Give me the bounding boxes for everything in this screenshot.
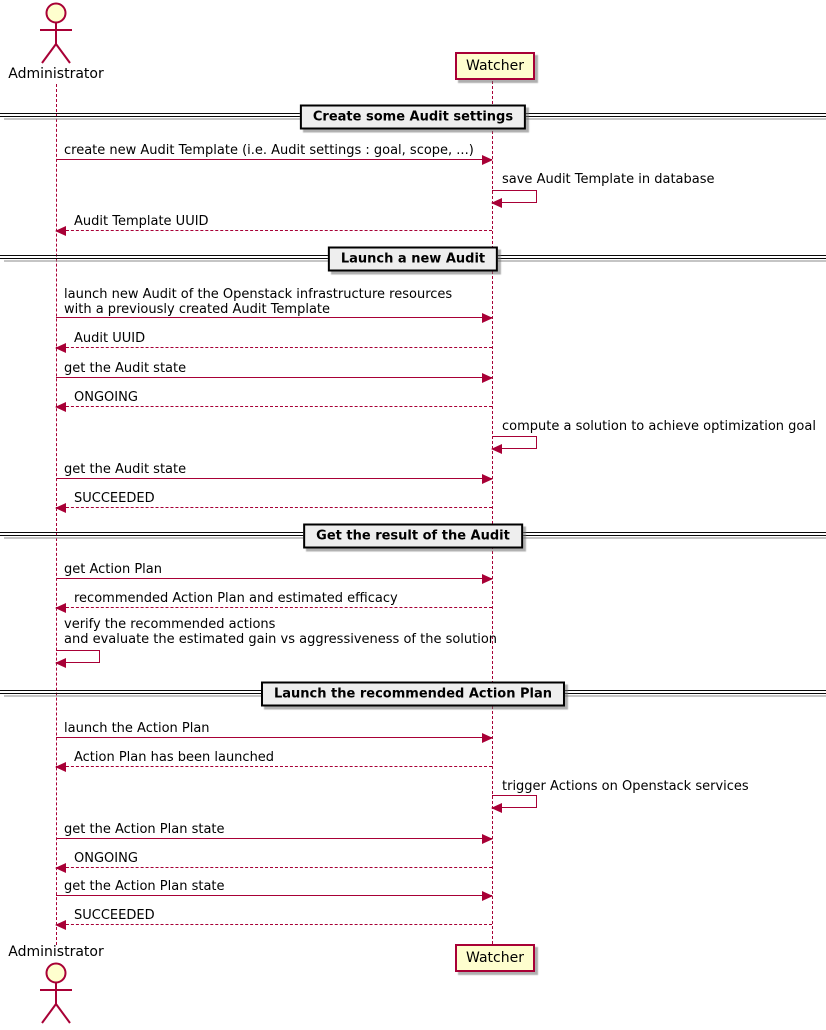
arrowhead-icon [55, 762, 66, 772]
watcher-participant-box-top: Watcher [455, 52, 535, 80]
message-text: get the Action Plan state [64, 822, 225, 837]
message-text: launch new Audit of the Openstack infrastructure resources [64, 287, 453, 302]
administrator-lifeline [56, 84, 57, 945]
arrowhead-icon [482, 733, 493, 743]
message-text: ONGOING [74, 390, 138, 405]
administrator-actor-icon [34, 959, 78, 1029]
message-label [64, 287, 452, 317]
message-label [74, 851, 138, 866]
message-text: verify the recommended actions [64, 617, 276, 632]
message-arrow [56, 867, 492, 868]
message-label [74, 331, 145, 346]
arrowhead-icon [55, 343, 66, 353]
message-label [502, 419, 816, 434]
message-arrow [56, 578, 492, 579]
watcher-lifeline [492, 81, 493, 944]
message-arrow [56, 159, 492, 160]
divider-title: Launch the recommended Action Plan [261, 682, 565, 707]
arrowhead-icon [55, 603, 66, 613]
message-text: get the Audit state [64, 462, 187, 477]
arrowhead-icon [482, 373, 493, 383]
message-text: Action Plan has been launched [74, 750, 275, 765]
message-arrow [56, 347, 492, 348]
message-text: save Audit Template in database [502, 172, 715, 187]
administrator-actor-icon [34, 2, 78, 66]
message-label [502, 779, 749, 794]
message-label [74, 908, 155, 923]
message-text: trigger Actions on Openstack services [502, 779, 749, 794]
message-arrow [56, 607, 492, 608]
arrowhead-icon [482, 834, 493, 844]
message-text: get the Audit state [64, 361, 187, 376]
message-arrow [56, 924, 492, 925]
message-arrow [56, 377, 492, 378]
message-label [502, 172, 715, 187]
arrowhead-icon [482, 313, 493, 323]
arrowhead-icon [482, 891, 493, 901]
message-text: Audit UUID [74, 331, 146, 346]
self-message-loop [492, 190, 537, 203]
message-text: get the Action Plan state [64, 879, 225, 894]
arrowhead-icon [55, 503, 66, 513]
arrowhead-icon [55, 863, 66, 873]
message-text: compute a solution to achieve optimization goal [502, 419, 816, 434]
divider-title: Create some Audit settings [300, 105, 526, 130]
watcher-participant-box-bottom: Watcher [455, 944, 535, 972]
message-arrow [56, 766, 492, 767]
message-label [64, 822, 225, 837]
self-message-loop [492, 436, 537, 449]
arrowhead-icon [55, 226, 66, 236]
arrowhead-icon [55, 402, 66, 412]
arrowhead-icon [55, 920, 66, 930]
message-label [64, 879, 225, 894]
message-text: SUCCEEDED [74, 491, 155, 506]
arrowhead-icon [491, 198, 502, 208]
message-label [64, 361, 186, 376]
message-text: with a previously created Audit Template [64, 302, 331, 317]
message-label [74, 750, 274, 765]
message-arrow [56, 478, 492, 479]
message-arrow [56, 406, 492, 407]
arrowhead-icon [482, 155, 493, 165]
message-arrow [56, 317, 492, 318]
divider-title: Get the result of the Audit [303, 524, 523, 549]
arrowhead-icon [55, 658, 66, 668]
message-label [64, 562, 162, 577]
administrator-label-top: Administrator [8, 66, 104, 82]
message-label [64, 721, 210, 736]
arrowhead-icon [482, 474, 493, 484]
self-message-loop [492, 795, 537, 808]
message-text: Audit Template UUID [74, 214, 209, 229]
message-label [64, 617, 497, 647]
divider-title: Launch a new Audit [328, 247, 498, 272]
message-arrow [56, 737, 492, 738]
message-label [74, 214, 209, 229]
self-message-loop [56, 650, 100, 663]
message-text: launch the Action Plan [64, 721, 210, 736]
message-arrow [56, 230, 492, 231]
message-arrow [56, 838, 492, 839]
arrowhead-icon [491, 803, 502, 813]
arrowhead-icon [491, 444, 502, 454]
message-text: SUCCEEDED [74, 908, 155, 923]
message-text: recommended Action Plan and estimated efficacy [74, 591, 398, 606]
message-text: ONGOING [74, 851, 138, 866]
message-label [64, 462, 186, 477]
administrator-label-bottom: Administrator [8, 944, 104, 960]
message-text: get Action Plan [64, 562, 162, 577]
message-text: and evaluate the estimated gain vs aggressiveness of the solution [64, 632, 498, 647]
message-arrow [56, 507, 492, 508]
message-label [64, 143, 474, 158]
message-label [74, 591, 398, 606]
message-label [74, 491, 155, 506]
message-arrow [56, 895, 492, 896]
message-text: create new Audit Template (i.e. Audit settings : goal, scope, ...) [64, 143, 474, 158]
arrowhead-icon [482, 574, 493, 584]
message-label [74, 390, 138, 405]
